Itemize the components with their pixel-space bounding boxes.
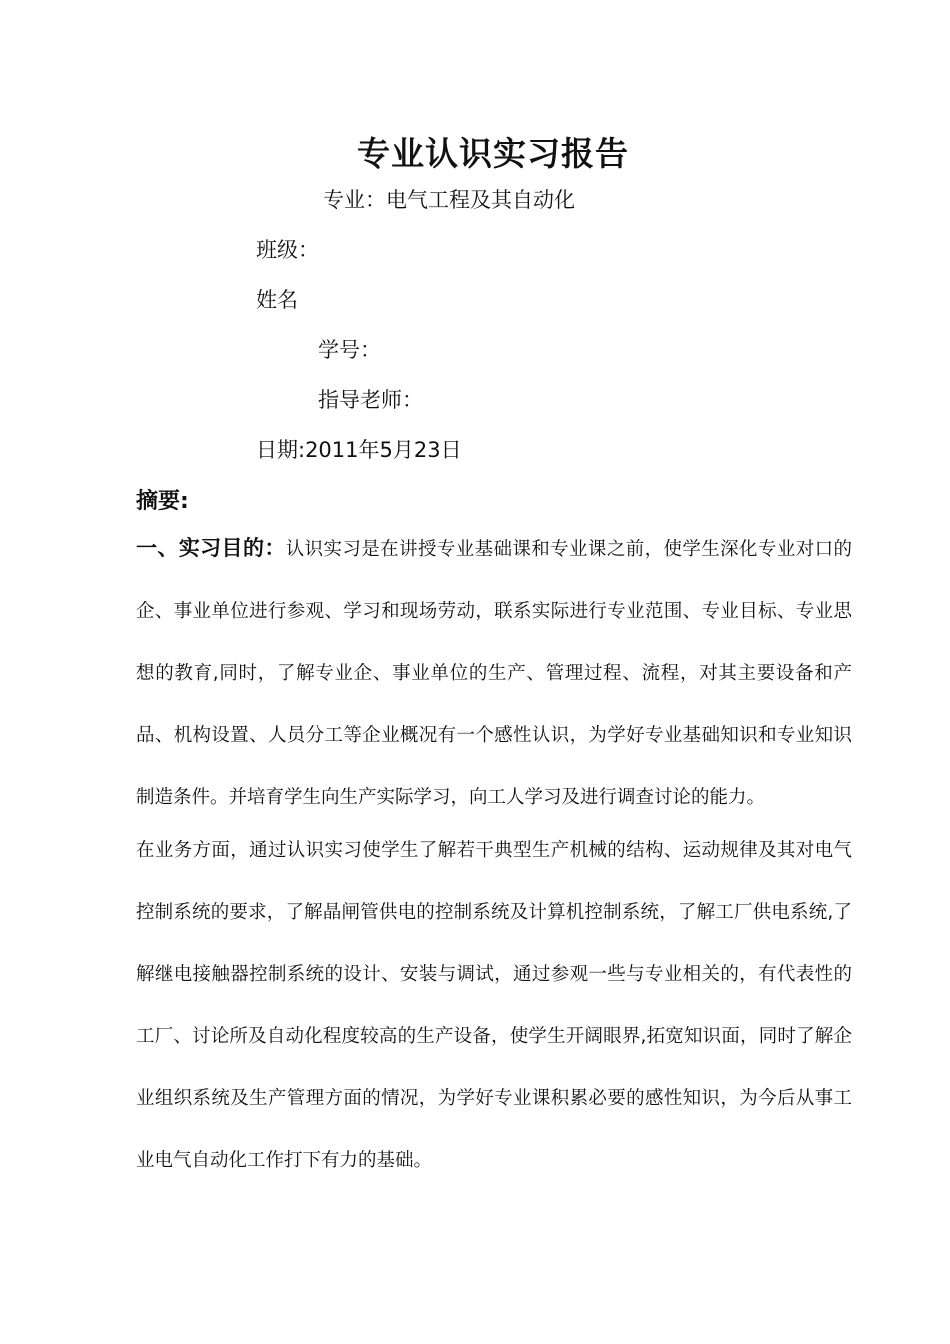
section1-text: 认识实习是在讲授专业基础课和专业课之前，使学生深化专业对口的企、事业单位进行参观、学习和现场劳动，联系实际进行专业范围、专业目标、专业思想的教育,同时，了解专业企、事业单位的生产、管理过程、流程，对其主要设备和产品、机构设置、人员分工等企业概况有一个感性认识，为学好专业基础知识和专业知识制造条件。并培育学生向生产实际学习，向工人学习及进行调查讨论的能力。 [136, 539, 852, 808]
abstract-heading: 摘要: [136, 489, 189, 514]
report-title: 专业认识实习报告 [357, 134, 629, 173]
section1-label: 一、实习目的： [136, 536, 286, 560]
student-id-line: 学号： [318, 338, 381, 362]
major-line: 专业：电气工程及其自动化 [323, 188, 575, 212]
date-line: 日期:2011年5月23日 [256, 438, 462, 462]
name-line: 姓名 [256, 288, 298, 312]
advisor-line: 指导老师： [318, 388, 423, 412]
class-line: 班级： [256, 238, 319, 262]
paragraph-2: 在业务方面，通过认识实习使学生了解若干典型生产机械的结构、运动规律及其对电气控制系统的要求，了解晶闸管供电的控制系统及计算机控制系统，了解工厂供电系统,了解继电接触器控制系统的设计、安装与调试，通过参观一些与专业相关的，有代表性的工厂、讨论所及自动化程度较高的生产设备，使学生开阔眼界,拓宽知识面，同时了解企业组织系统及生产管理方面的情况，为学好专业课积累必要的感性知识，为今后从事工业电气自动化工作打下有力的基础。 [136, 840, 852, 1171]
section1-paragraph [136, 517, 852, 829]
